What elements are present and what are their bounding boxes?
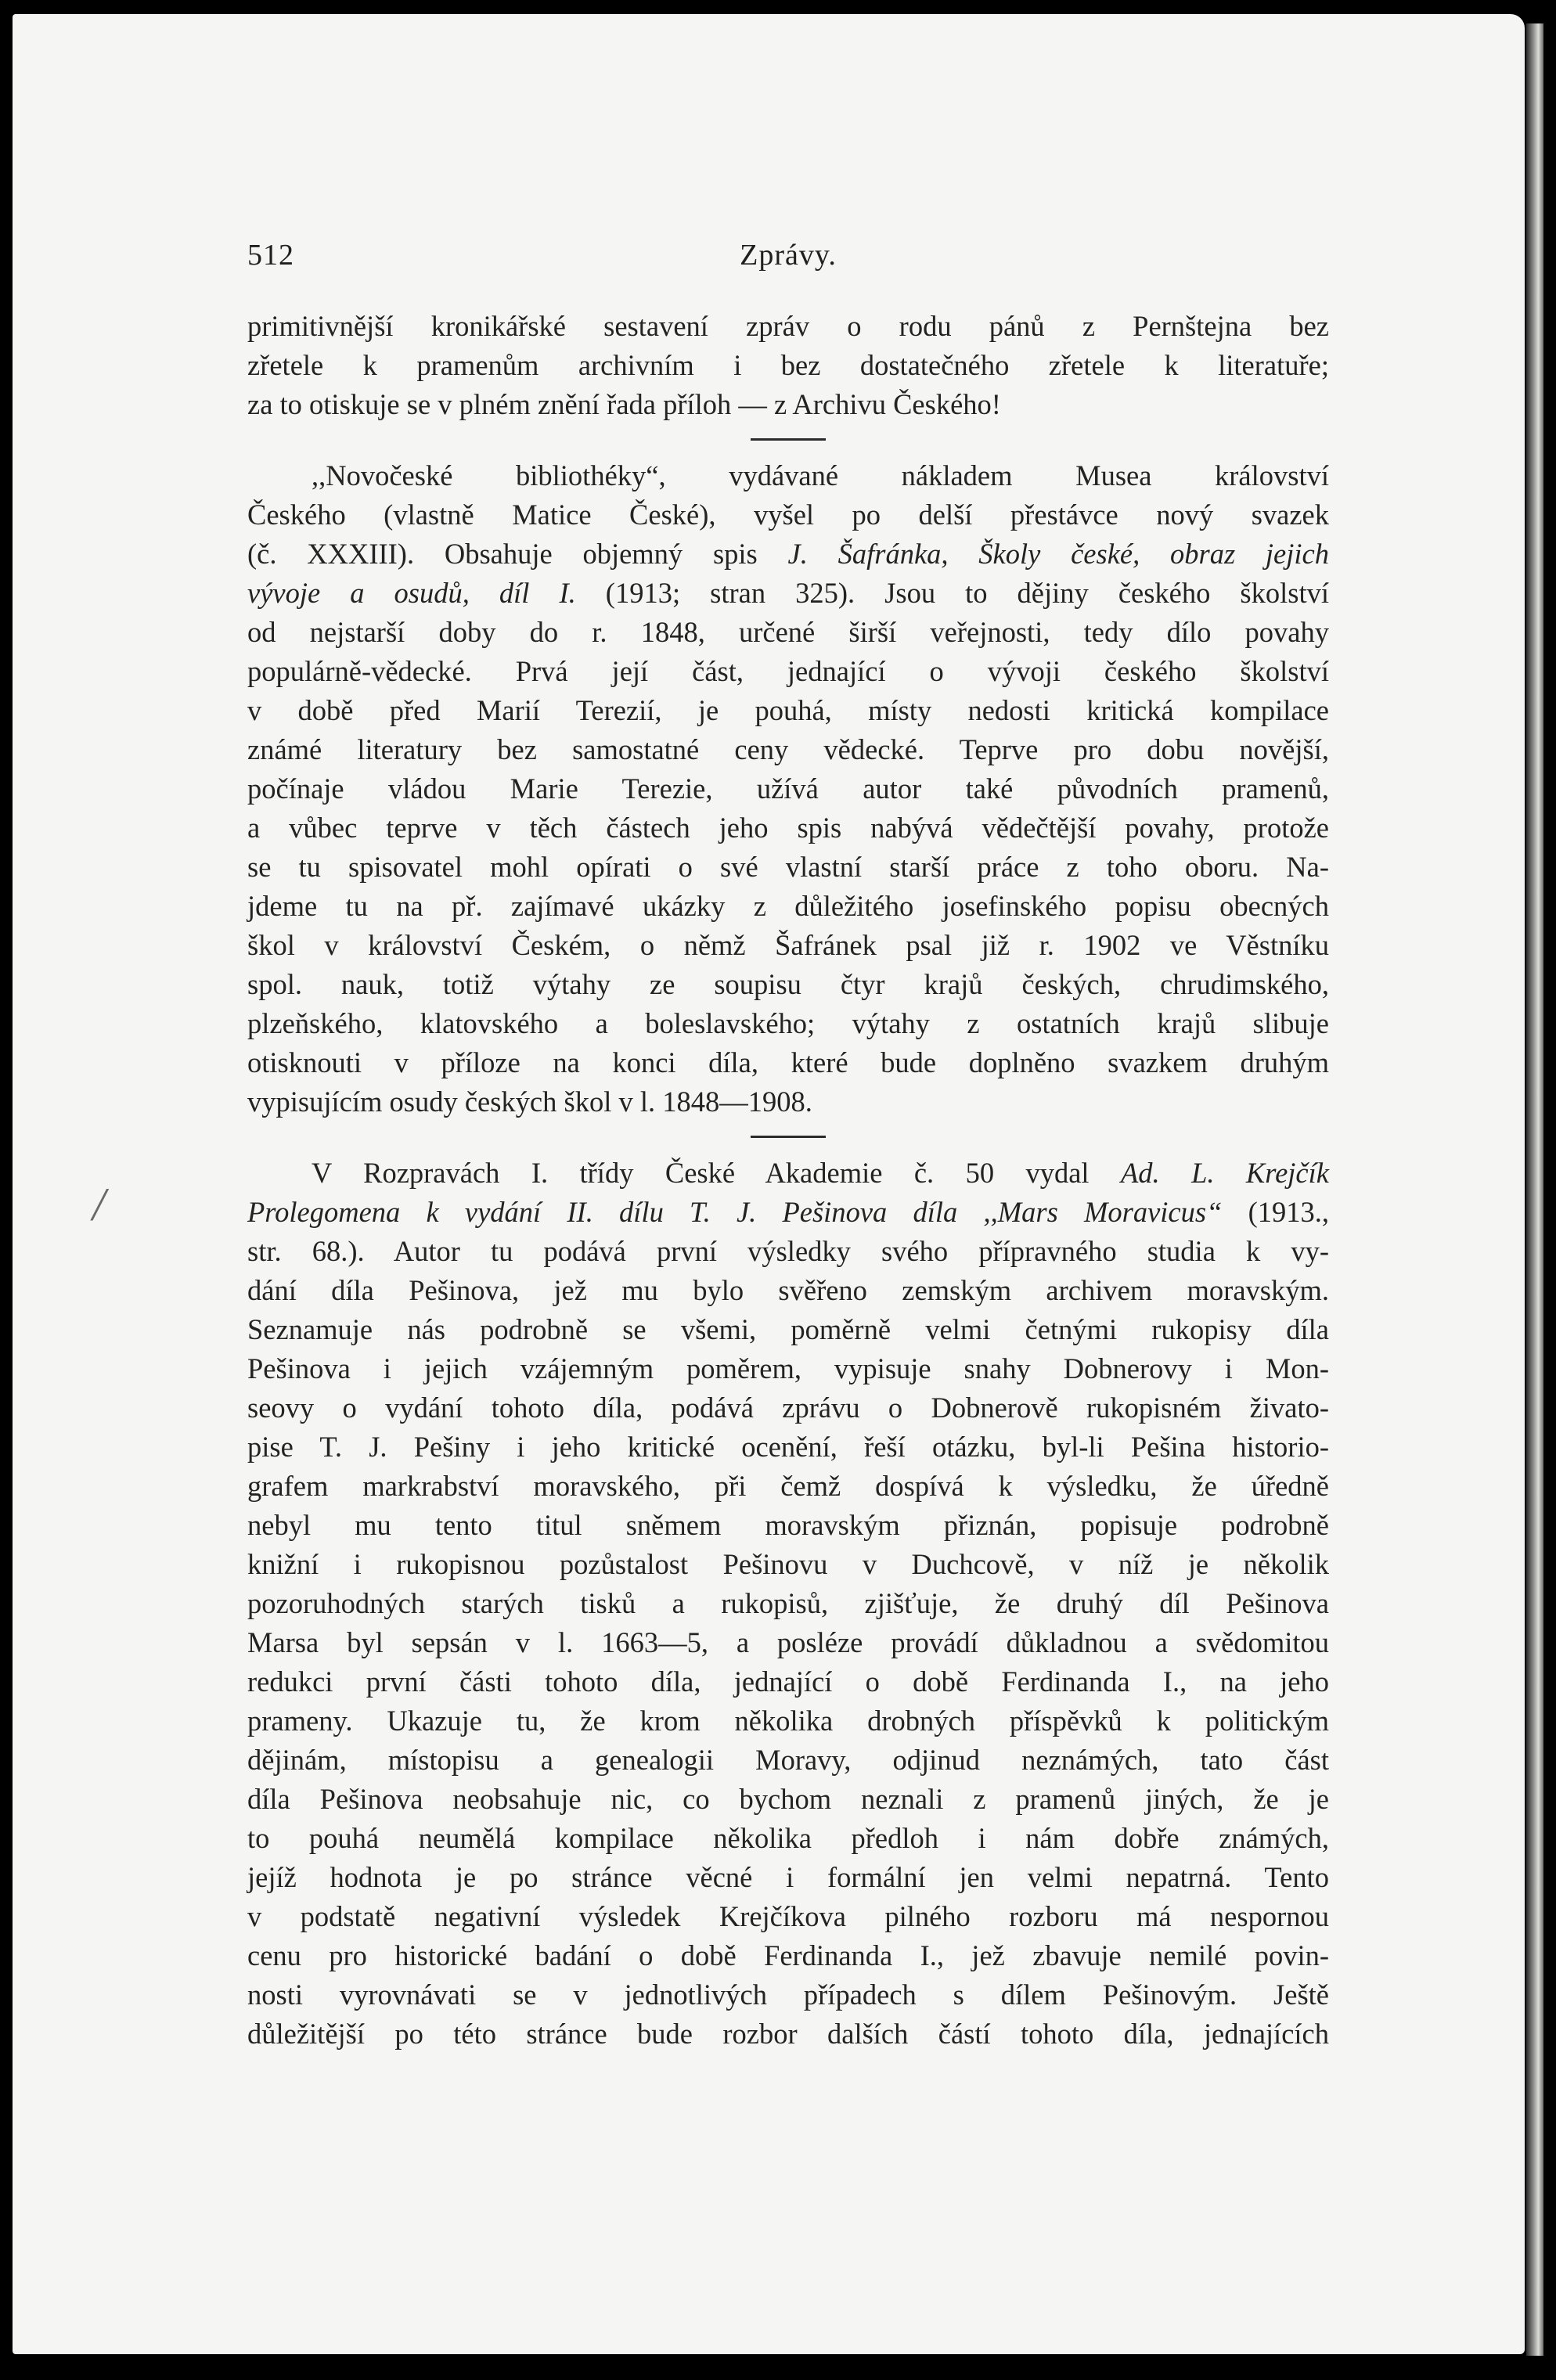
text-line: otisknouti v příloze na konci díla, které bude doplněno svazkem druhým bbox=[247, 1046, 1329, 1078]
text-line: to pouhá neumělá kompilace několika předloh i nám dobře známých, bbox=[247, 1822, 1329, 1854]
text-line: Prolegomena k vydání II. dílu T. J. Pešinova díla ,,Mars Moravicus“ (1913., bbox=[247, 1196, 1329, 1228]
paragraph-2 bbox=[247, 456, 1329, 1122]
text-line: vývoje a osudů, díl I. (1913; stran 325). Jsou to dějiny českého školství bbox=[247, 577, 1329, 609]
text-line: populárně-vědecké. Prvá její část, jednající o vývoji českého školství bbox=[247, 655, 1329, 687]
text-line: Marsa byl sepsán v l. 1663—5, a posléze provádí důkladnou a svědomitou bbox=[247, 1626, 1329, 1658]
text-line: nosti vyrovnávati se v jednotlivých případech s dílem Pešinovým. Ještě bbox=[247, 1979, 1329, 2011]
text-line: nebyl mu tento titul sněmem moravským přiznán, popisuje podrobně bbox=[247, 1509, 1329, 1541]
margin-mark: / bbox=[92, 1179, 106, 1230]
italic-title: J. Šafránka, Školy české, obraz jejich bbox=[787, 538, 1329, 570]
italic-title: vývoje a osudů, díl I. bbox=[247, 577, 576, 609]
text-line: pozoruhodných starých tisků a rukopisů, zjišťuje, že druhý díl Pešinova bbox=[247, 1587, 1329, 1619]
text-line: spol. nauk, totiž výtahy ze soupisu čtyr krajů českých, chrudimského, bbox=[247, 968, 1329, 1000]
running-title: Zprávy. bbox=[740, 239, 837, 272]
text-line: seovy o vydání tohoto díla, podává zprávu o Dobnerově rukopisném živato- bbox=[247, 1392, 1329, 1424]
text-line: Českého (vlastně Matice České), vyšel po delší přestávce nový svazek bbox=[247, 499, 1329, 531]
italic-author: Ad. L. Krejčík bbox=[1120, 1157, 1329, 1189]
text-line: počínaje vládou Marie Terezie, užívá autor také původních pramenů, bbox=[247, 772, 1329, 805]
text-line: Seznamuje nás podrobně se všemi, poměrně velmi četnými rukopisy díla bbox=[247, 1313, 1329, 1345]
text-line: redukci první části tohoto díla, jednající o době Ferdinanda I., na jeho bbox=[247, 1665, 1329, 1698]
text-line: Pešinova i jejich vzájemným poměrem, vypisuje snahy Dobnerovy i Mon- bbox=[247, 1352, 1329, 1384]
text-line: dějinám, místopisu a genealogii Moravy, odjinud neznámých, tato část bbox=[247, 1744, 1329, 1776]
page-number: 512 bbox=[247, 239, 294, 272]
italic-title: Prolegomena k vydání II. dílu T. J. Pešinova díla ,,Mars Moravicus“ bbox=[247, 1196, 1223, 1228]
scan-edge bbox=[1526, 23, 1543, 2356]
text-line: v době před Marií Terezií, je pouhá, místy nedosti kritická kompilace bbox=[247, 694, 1329, 726]
text-line: za to otiskuje se v plném znění řada příloh — z Archivu Českého! bbox=[247, 388, 1001, 420]
page-header bbox=[247, 238, 1329, 285]
text-line: jdeme tu na př. zajímavé ukázky z důležitého josefinského popisu obecných bbox=[247, 890, 1329, 922]
paragraph-1 bbox=[247, 307, 1329, 424]
text-line: důležitější po této stránce bude rozbor dalších částí tohoto díla, jednajících bbox=[247, 2018, 1329, 2050]
text-line: prameny. Ukazuje tu, že krom několika drobných příspěvků k politickým bbox=[247, 1705, 1329, 1737]
text-line: cenu pro historické badání o době Ferdinanda I., jež zbavuje nemilé povin- bbox=[247, 1939, 1329, 1971]
text-line: dání díla Pešinova, jež mu bylo svěřeno zemským archivem moravským. bbox=[247, 1274, 1329, 1306]
text-line: zřetele k pramenům archivním i bez dostatečného zřetele k literatuře; bbox=[247, 349, 1329, 381]
text-line: známé literatury bez samostatné ceny vědecké. Teprve pro dobu novější, bbox=[247, 733, 1329, 765]
article-body bbox=[247, 307, 1329, 2054]
text-line: (č. XXXIII). Obsahuje objemný spis J. Šafránka, Školy české, obraz jejich bbox=[247, 538, 1329, 570]
text-line: jejíž hodnota je po stránce věcné i formální jen velmi nepatrná. Tento bbox=[247, 1861, 1329, 1893]
text-line: plzeňského, klatovského a boleslavského; výtahy z ostatních krajů slibuje bbox=[247, 1007, 1329, 1039]
text-line: V Rozpravách I. třídy České Akademie č. 50 vydal Ad. L. Krejčík bbox=[312, 1157, 1329, 1189]
text-line: a vůbec teprve v těch částech jeho spis nabývá vědečtější povahy, protože bbox=[247, 812, 1329, 844]
text-line: od nejstarší doby do r. 1848, určené širší veřejnosti, tedy dílo povahy bbox=[247, 616, 1329, 648]
text-line: pise T. J. Pešiny i jeho kritické ocenění, řeší otázku, byl-li Pešina historio- bbox=[247, 1431, 1329, 1463]
paragraph-3 bbox=[247, 1154, 1329, 2054]
text-line: škol v království Českém, o němž Šafránek psal již r. 1902 ve Věstníku bbox=[247, 929, 1329, 961]
text-line: knižní i rukopisnou pozůstalost Pešinovu v Duchcově, v níž je několik bbox=[247, 1548, 1329, 1580]
text-line: díla Pešinova neobsahuje nic, co bychom neznali z pramenů jiných, že je bbox=[247, 1783, 1329, 1815]
text-line: ,,Novočeské bibliothéky“, vydávané nákladem Musea království bbox=[312, 459, 1329, 491]
text-line: primitivnější kronikářské sestavení zpráv o rodu pánů z Pernštejna bez bbox=[247, 310, 1329, 342]
text-line: str. 68.). Autor tu podává první výsledky svého přípravného studia k vy- bbox=[247, 1235, 1329, 1267]
section-divider bbox=[751, 438, 826, 441]
text-line: se tu spisovatel mohl opírati o své vlastní starší práce z toho oboru. Na- bbox=[247, 851, 1329, 883]
text-line: v podstatě negativní výsledek Krejčíkova pilného rozboru má nespornou bbox=[247, 1900, 1329, 1932]
text-line: vypisujícím osudy českých škol v l. 1848—1908. bbox=[247, 1086, 812, 1118]
section-divider bbox=[751, 1136, 826, 1138]
text-line: grafem markrabství moravského, při čemž dospívá k výsledku, že úředně bbox=[247, 1470, 1329, 1502]
